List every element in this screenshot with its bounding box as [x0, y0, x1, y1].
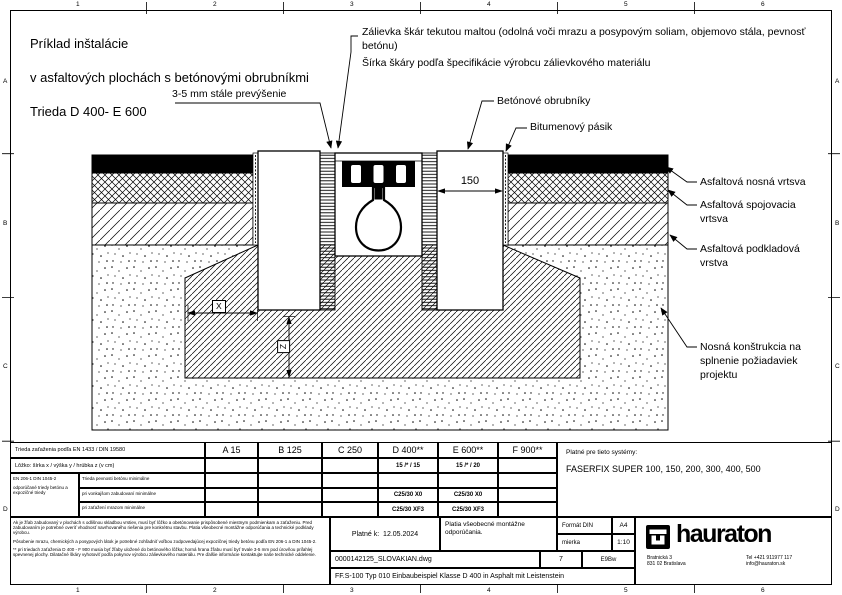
c2-c250	[322, 488, 378, 502]
zone-row-a2: A	[835, 78, 840, 85]
zone-col-2b: 2	[213, 587, 217, 594]
concrete-std-cell	[10, 473, 79, 517]
drawing-title-cell: FF.S-100 Typ 010 Einbaubeispiel Klasse D 400 in Asphalt mit Leistenstein	[330, 568, 635, 585]
email: info@hauraton.sk	[746, 561, 786, 568]
zone-col-1: 1	[76, 1, 80, 8]
curbs-label: Betónové obrubníky	[497, 95, 591, 107]
scale-label-cell: mierka	[557, 534, 612, 551]
notes-cell	[10, 517, 330, 585]
zone-row-b: B	[3, 220, 8, 227]
valid-cell	[330, 517, 440, 551]
zone-col-6b: 6	[761, 587, 765, 594]
zone-col-6: 6	[761, 1, 765, 8]
page-title	[30, 18, 309, 137]
asphalt-left	[92, 155, 253, 245]
class-b125-header: B 125	[258, 442, 322, 458]
layer-binder-label: Asfaltová spojovacia vrtsva	[700, 199, 796, 225]
dim-x-label: X	[212, 300, 226, 313]
zone-row-c2: C	[835, 363, 840, 370]
format-value-cell: A4	[612, 517, 635, 534]
concrete-row2-label: pri vonkajšom zabudovaní minimálne	[79, 488, 205, 502]
bed-label-cell: Lôžko: šírka x / výška y / hrúbka z (v cm)	[10, 458, 205, 473]
zone-col-1b: 1	[76, 587, 80, 594]
title-line2: v asfaltových plochách s betónovými obrubníkmi	[30, 70, 309, 85]
c1-d400	[378, 473, 438, 488]
class-d400-header: D 400**	[378, 442, 438, 458]
c2-e600: C25/30 X0	[438, 488, 498, 502]
joint-strip-right	[422, 153, 437, 310]
systems-label: Platné pre tieto systémy:	[566, 449, 638, 456]
c2-a15	[205, 488, 258, 502]
title-line1: Príklad inštalácie	[30, 36, 129, 51]
bed-b125	[258, 458, 322, 473]
systems-value: FASERFIX SUPER 100, 150, 200, 300, 400, 500	[566, 464, 761, 474]
class-f900-header: F 900**	[498, 442, 557, 458]
contact-block	[746, 555, 792, 567]
valid-date: 12.05.2024	[383, 530, 419, 538]
joint-note-1: Zálievka škár tekutou maltou (odolná voči mrazu a posypovým soliam, objemovo stála, pevnosť betónu)	[362, 26, 806, 52]
dim-150-label: 150	[460, 175, 480, 187]
zone-row-b2: B	[835, 220, 840, 227]
brand-wordmark: hauraton	[676, 520, 771, 548]
address-line2: 831 02 Bratislava	[647, 561, 686, 568]
bed-f900	[498, 458, 557, 473]
c3-b125	[258, 502, 322, 517]
general-note-cell: Platia všeobecné montážne odporúčania.	[440, 517, 557, 551]
c2-b125	[258, 488, 322, 502]
bitumen-strip-label: Bitumenový pásik	[530, 121, 613, 133]
concrete-row1-label: Trieda pevnosti betónu minimálne	[79, 473, 205, 488]
class-e600-header: E 600**	[438, 442, 498, 458]
c1-b125	[258, 473, 322, 488]
zone-col-5: 5	[624, 1, 628, 8]
concrete-row3-label: pri zaťažení mrazom minimálne	[79, 502, 205, 517]
asphalt-right	[508, 155, 668, 245]
c2-d400: C25/30 X0	[378, 488, 438, 502]
c3-e600: C25/30 XF3	[438, 502, 498, 517]
layer-base-label: Asfaltová podkladová vrstva	[700, 243, 800, 269]
bed-e600: 15 /* / 20	[438, 458, 498, 473]
c1-e600	[438, 473, 498, 488]
note-paragraph-1: Ak je žľab zabudovaný v plochách s odlišnou skladbou vrstiev, musí byť lôžko a obetónovanie prispôsobené miestnym podmienkam a zaťaženiu. Pred zabudovaním je potrebné overiť vhodnosť navrhovaného riešenia pre konkrétnu stavbu. Platia všeobecné montážne odporúčania a technické podklady výrobcu.	[13, 520, 314, 536]
file-name-cell: 0000142125_SLOVAKIAN.dwg	[330, 551, 540, 568]
channel	[335, 153, 422, 256]
sheet-no-cell: 7	[540, 551, 582, 568]
c3-a15	[205, 502, 258, 517]
c1-c250	[322, 473, 378, 488]
concrete-std: EN 206-1 DIN 1045-2	[13, 476, 57, 481]
c2-f900	[498, 488, 557, 502]
hauraton-logo-icon	[646, 525, 670, 549]
joint-note-2: Šírka škáry podľa špecifikácie výrobcu zálievkového materiálu	[362, 57, 651, 69]
zone-col-3: 3	[350, 1, 354, 8]
zone-row-c: C	[3, 363, 8, 370]
concrete-foundation	[185, 245, 580, 378]
phone: Tel +421 911977 117	[746, 555, 793, 561]
zone-col-2: 2	[213, 1, 217, 8]
c3-d400: C25/30 XF3	[378, 502, 438, 517]
c3-f900	[498, 502, 557, 517]
zone-row-a: A	[3, 78, 8, 85]
note-paragraph-3: ** pri triedach zaťaženia D 400 - F 900 musia byť žľaby uložené do betónového lôžka; horná hrana žľabu musí byť trvale 3-5 mm pod úrovňou priľahlej spevnenej plochy. Dilatačné škáry vyhotoviť podľa pokynov výrobcu zálievkového materiálu. Pre ďalšie informácie kontaktujte naše technické oddelenie.	[13, 546, 316, 558]
class-c250-header: C 250	[322, 442, 378, 458]
overhang-label: 3-5 mm stále prevýšenie	[172, 88, 287, 100]
scale-value-cell: 1:10	[612, 534, 635, 551]
substructure-label: Nosná konštrukcia na splnenie požiadaviek projektu	[700, 341, 801, 381]
dim-z-label: Z	[277, 340, 290, 353]
author-cell: E9Bw	[582, 551, 635, 568]
format-label-cell: Formát DIN	[557, 517, 612, 534]
bed-c250	[322, 458, 378, 473]
c3-c250	[322, 502, 378, 517]
c1-a15	[205, 473, 258, 488]
address-block	[647, 555, 686, 567]
zone-col-5b: 5	[624, 587, 628, 594]
load-class-label-cell: Trieda zaťaženia podľa EN 1433 / DIN 19580	[10, 442, 205, 458]
bed-d400: 15 /* / 15	[378, 458, 438, 473]
zone-row-d2: D	[835, 506, 840, 513]
joint-strip-left	[320, 153, 335, 310]
curb-left	[258, 151, 320, 310]
valid-label: Platné k:	[351, 530, 380, 538]
systems-cell	[557, 442, 832, 517]
c1-f900	[498, 473, 557, 488]
layer-wearing-label: Asfaltová nosná vrtsva	[700, 176, 806, 188]
zone-col-4b: 4	[487, 587, 491, 594]
bed-a15	[205, 458, 258, 473]
address-line1: Bratnická 3	[647, 555, 673, 561]
zone-col-3b: 3	[350, 587, 354, 594]
zone-row-d: D	[3, 506, 8, 513]
class-a15-header: A 15	[205, 442, 258, 458]
concrete-note: odporúčané triedy betónu a expozičné triedy	[13, 485, 68, 496]
zone-col-4: 4	[487, 1, 491, 8]
title-line3: Trieda D 400- E 600	[30, 104, 147, 119]
logo-cell	[635, 517, 832, 585]
note-paragraph-2: Pôsobenie mrazu, chemických a posypových látok je potrebné zohľadniť voľbou zodpovedajúcej expozičnej triedy betónu podľa EN 206-1 a DIN 1045-2.	[13, 538, 317, 544]
